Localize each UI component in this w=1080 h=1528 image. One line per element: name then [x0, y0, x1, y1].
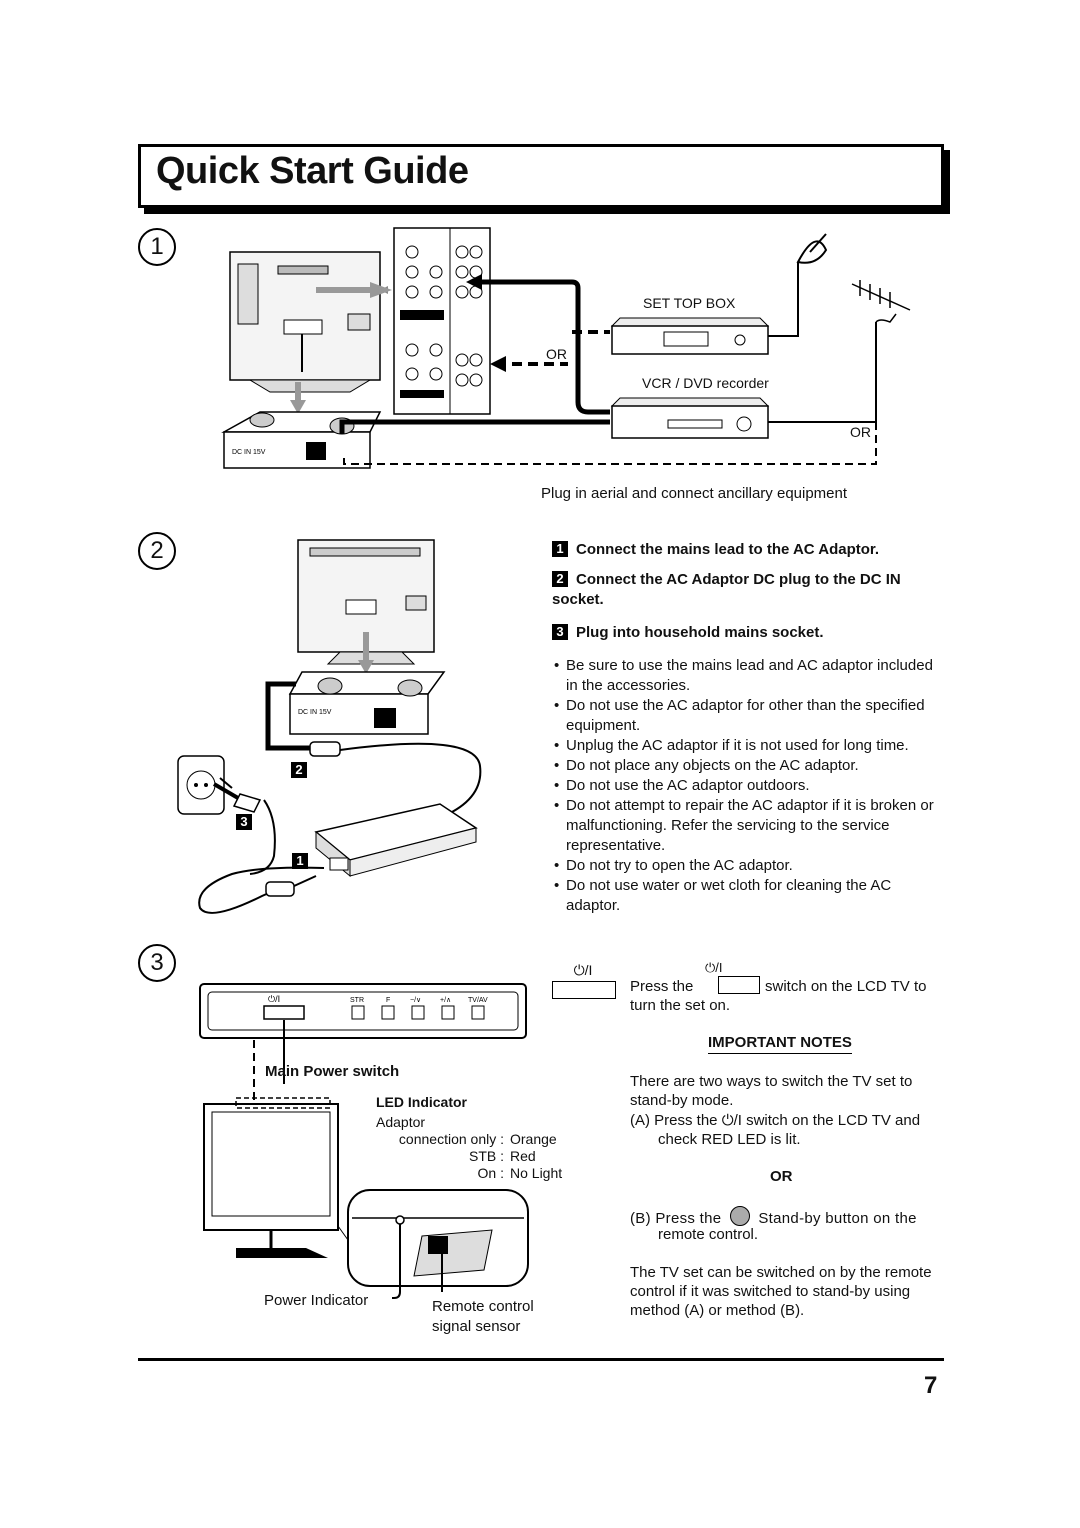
lcd-tv-front-icon [204, 1098, 338, 1258]
or-label-b: OR [850, 424, 871, 440]
vcr-dvd-label: VCR / DVD recorder [642, 375, 769, 391]
step2-adaptor-diagram [170, 536, 500, 922]
remote-sensor-label-2: signal sensor [432, 1318, 521, 1335]
svg-text:DC IN 15V: DC IN 15V [298, 709, 332, 716]
or-separator: OR [770, 1168, 793, 1185]
satellite-dish-icon [798, 234, 826, 263]
mains-plug-icon [266, 876, 316, 896]
av-socket-panel [394, 228, 490, 414]
led-row: Adaptor [376, 1114, 426, 1130]
power-switch-illustration: ⏻/I [552, 962, 614, 999]
step-number-2: 2 [138, 532, 176, 570]
power-symbol-inline: ⏻/I [721, 1112, 742, 1129]
page-title: Quick Start Guide [156, 150, 469, 192]
footer-rule [138, 1358, 944, 1361]
dc-plug-icon [310, 742, 340, 756]
dc-in-socket-box [290, 672, 444, 734]
press-rest-text-2: turn the set on. [630, 997, 731, 1014]
note-item: • Do not use the AC adaptor outdoors. [552, 776, 948, 796]
svg-text:TV/AV: TV/AV [468, 997, 488, 1004]
page-number: 7 [924, 1372, 938, 1399]
svg-text:⏻/I: ⏻/I [268, 994, 281, 1004]
note-item: • Do not try to open the AC adaptor. [552, 856, 948, 876]
marker-2: 2 [291, 762, 315, 780]
svg-text:STR: STR [350, 997, 364, 1004]
ac-adaptor-icon [316, 804, 476, 876]
tv-rear-icon [230, 252, 380, 392]
instruction-3: 3 Plug into household mains socket. [552, 624, 824, 641]
marker-1: 1 [292, 853, 316, 871]
step-number-1: 1 [138, 228, 176, 266]
press-rest-text: switch on the LCD TV to [765, 978, 927, 995]
important-notes-heading: IMPORTANT NOTES [708, 1034, 852, 1054]
method-b-line1: (B) Press the Stand-by button on the [630, 1206, 917, 1228]
or-label-a: OR [546, 346, 567, 362]
instruction-2: 2 Connect the AC Adaptor DC plug to the DC IN socket. [552, 571, 901, 608]
power-switch-box-icon [718, 976, 760, 994]
marker-3: 3 [236, 814, 260, 832]
important-intro: There are two ways to switch the TV set to stand-by mode. [630, 1073, 913, 1109]
svg-text:+/∧: +/∧ [440, 997, 452, 1004]
remote-sensor-label-1: Remote control [432, 1298, 534, 1315]
method-b-line2: remote control. [658, 1226, 759, 1243]
step-number-3: 3 [138, 944, 176, 982]
safety-notes-list [552, 656, 948, 916]
step1-connection-diagram [220, 222, 920, 472]
power-symbol-label: ⏻/I [705, 960, 723, 975]
instruction-1: 1 Connect the mains lead to the AC Adaptor. [552, 541, 879, 558]
note-item: • Do not use the AC adaptor for other than the specified equipment. [552, 696, 948, 736]
vcr-dvd-recorder [612, 398, 768, 438]
note-item: • Do not use water or wet cloth for cleaning the AC adaptor. [552, 876, 948, 916]
svg-text:−/∨: −/∨ [410, 997, 422, 1004]
aerial-antenna-icon [852, 280, 910, 322]
led-indicator-table: Adaptor connection only : Orange STB : Red On : No Light [376, 1114, 576, 1182]
svg-text:F: F [386, 997, 391, 1004]
control-panel [200, 984, 526, 1038]
note-item: • Unplug the AC adaptor if it is not used for long time. [552, 736, 948, 756]
method-a-line2: check RED LED is lit. [658, 1131, 801, 1148]
method-a-line1: (A) Press the ⏻/I switch on the LCD TV and [630, 1112, 921, 1129]
led-indicator-heading: LED Indicator [376, 1094, 468, 1110]
set-top-box-label: SET TOP BOX [643, 295, 736, 311]
main-power-switch-label: Main Power switch [265, 1063, 400, 1080]
dc-in-label: DC IN 15V [232, 449, 266, 456]
power-indicator-label: Power Indicator [264, 1292, 369, 1309]
note-item: • Do not attempt to repair the AC adaptor if it is broken or malfunctioning. Refer the servicing to the service representative. [552, 796, 948, 856]
set-top-box [612, 318, 768, 354]
important-final: The TV set can be switched on by the remote control if it was switched to stand-by using method (A) or method (B). [630, 1264, 932, 1319]
front-panel-zoom [348, 1190, 528, 1286]
step1-caption: Plug in aerial and connect ancillary equipment [541, 485, 848, 502]
note-item: • Do not place any objects on the AC adaptor. [552, 756, 948, 776]
standby-button-icon [730, 1206, 750, 1226]
press-the-text: Press the [630, 978, 694, 995]
note-item: • Be sure to use the mains lead and AC adaptor included in the accessories. [552, 656, 948, 696]
